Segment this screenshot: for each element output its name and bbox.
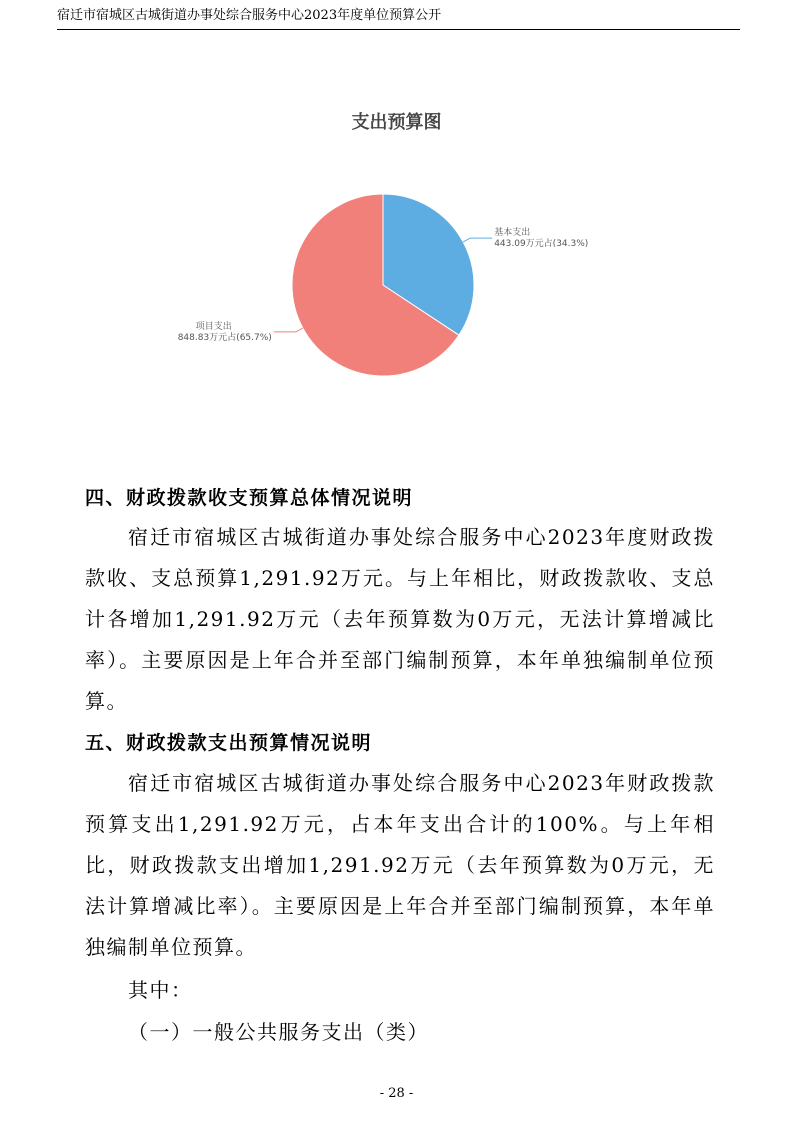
pie-label-value-1: 443.09万元占(34.3%) <box>494 239 589 250</box>
pie-leader-1 <box>463 238 492 242</box>
page-header: 宿迁市宿城区古城街道办事处综合服务中心2023年度单位预算公开 <box>57 7 740 30</box>
subsection-1-heading: （一）一般公共服务支出（类） <box>128 1020 429 1044</box>
among-label: 其中： <box>128 978 193 1002</box>
pie-label-name-1: 基本支出 <box>494 228 531 239</box>
pie-chart <box>0 0 793 420</box>
pie-label-value-2: 848.83万元占(65.7%) <box>177 332 272 343</box>
page-number: - 28 - <box>379 1086 414 1101</box>
chart-title: 支出预算图 <box>351 112 442 133</box>
pie-leader-2 <box>274 328 303 332</box>
section-5-heading: 五、财政拨款支出预算情况说明 <box>85 732 373 754</box>
section-4-heading: 四、财政拨款收支预算总体情况说明 <box>85 487 414 509</box>
pie-label-name-2: 项目支出 <box>195 321 232 332</box>
section-4-body: 宿迁市宿城区古城街道办事处综合服务中心2023年度财政拨款收、支总预算1,291.92万元。与上年相比，财政拨款收、支总计各增加1,291.92万元（去年预算数为0万元，无法计算增减比率）。主要原因是上年合并至部门编制预算，本年单独编制单位预算。 <box>85 525 715 713</box>
section-5-body: 宿迁市宿城区古城街道办事处综合服务中心2023年财政拨款预算支出1,291.92万元，占本年支出合计的100%。与上年相比，财政拨款支出增加1,291.92万元（去年预算数为0万元，无法计算增减比率）。主要原因是上年合并至部门编制预算，本年单独编制单位预算。 <box>85 771 715 959</box>
